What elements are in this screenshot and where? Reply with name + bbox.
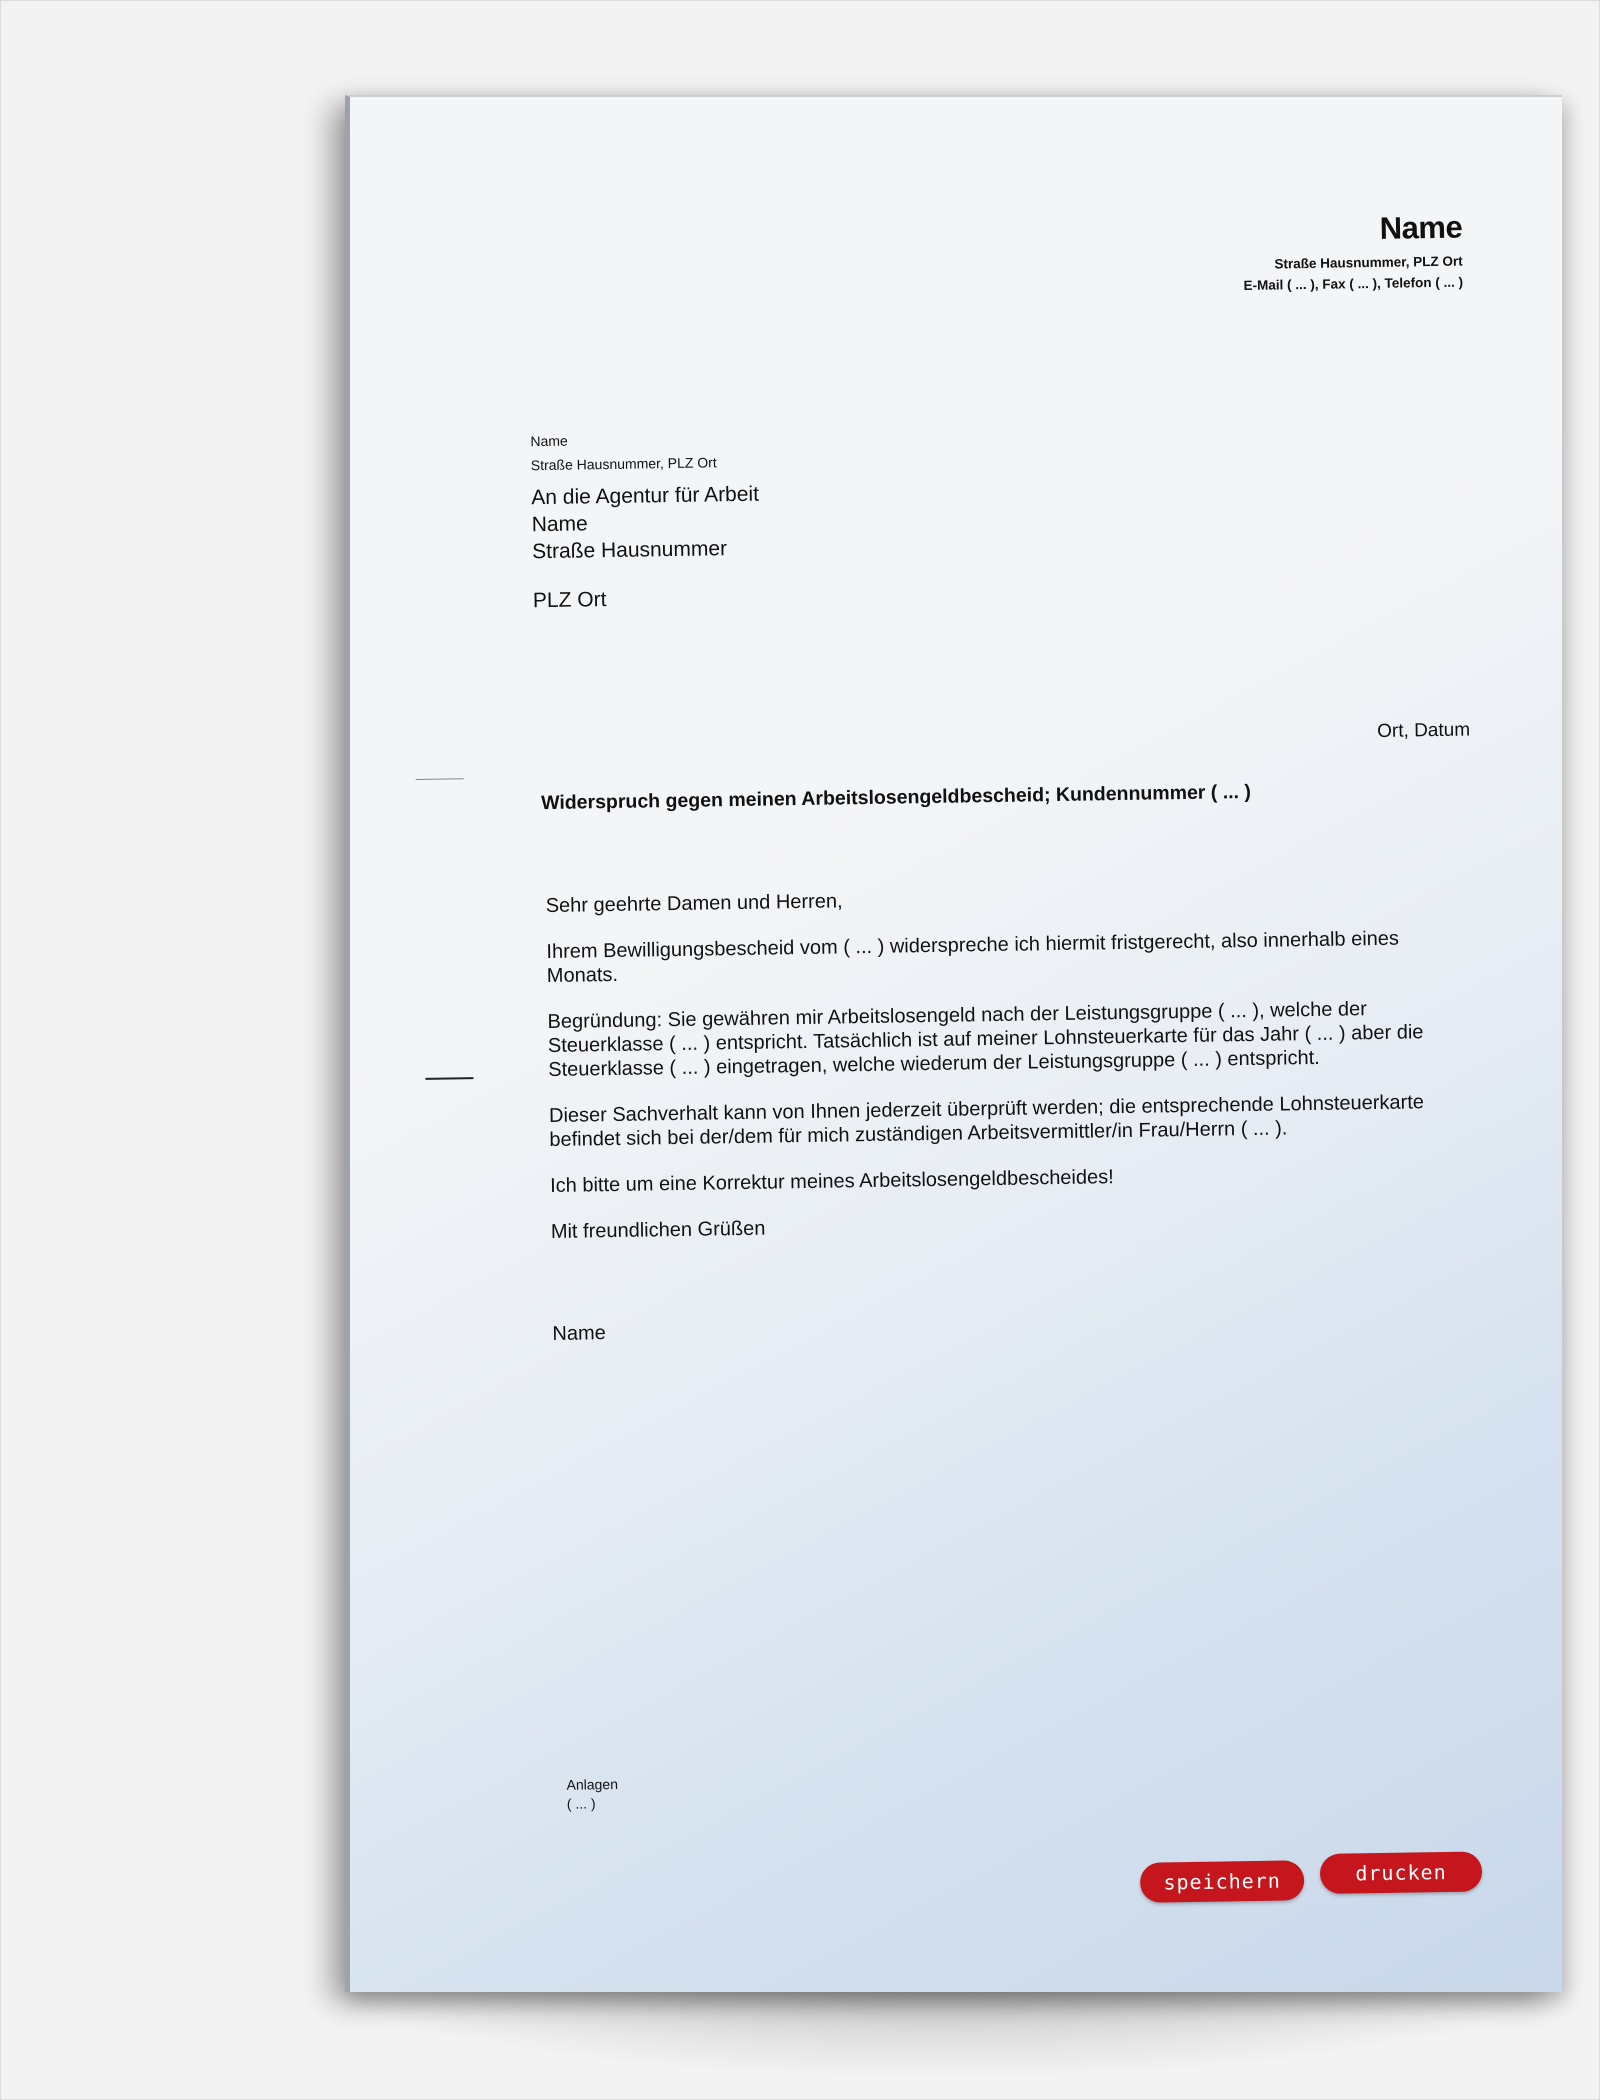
sender-name: Name: [1379, 209, 1463, 246]
letter-body: [546, 880, 1453, 1368]
recipient-address: [531, 481, 761, 615]
sender-address: Straße Hausnummer, PLZ Ort: [1274, 253, 1463, 272]
paragraph-1: Ihrem Bewilligungsbescheid vom ( ... ) widerspreche ich hiermit fristgerecht, also innerhalb eines Monats.: [546, 927, 1400, 988]
punch-mark: [425, 1077, 473, 1080]
recipient-line-1: An die Agentur für Arbeit: [531, 482, 760, 510]
signature-name: Name: [552, 1322, 606, 1345]
attachments: [566, 1775, 618, 1814]
attachments-value: ( ... ): [566, 1795, 596, 1812]
attachments-label: Anlagen: [566, 1776, 619, 1793]
place-date: Ort, Datum: [1377, 719, 1471, 742]
letter-content: [350, 78, 1592, 1992]
return-address-name: Name: [530, 432, 568, 450]
recipient-line-3: Straße Hausnummer: [531, 537, 728, 564]
recipient-line-2: Name: [531, 512, 588, 537]
paragraph-2: Begründung: Sie gewähren mir Arbeitslosengeld nach der Leistungsgruppe ( ... ), welche der Steuerklasse ( ... ) entspricht. Tatsächlich ist auf meiner Lohnsteuerkarte für das Jahr ( ... ) aber die Steuerklasse ( ... ) eingetragen, welche wiederum der Leistungsgruppe ( ... ) entspricht.: [547, 998, 1424, 1082]
fold-mark: [416, 778, 464, 780]
sender-block: [1242, 210, 1463, 293]
sender-contact: E-Mail ( ... ), Fax ( ... ), Telefon ( ... ): [1243, 274, 1464, 293]
paragraph-4: Ich bitte um eine Korrektur meines Arbeitslosengeldbescheides!: [549, 1166, 1114, 1197]
print-button[interactable]: drucken: [1320, 1851, 1483, 1894]
recipient-line-4: PLZ Ort: [532, 588, 607, 613]
return-address-street: Straße Hausnummer, PLZ Ort: [530, 454, 717, 474]
return-address: [530, 426, 717, 477]
paragraph-3: Dieser Sachverhalt kann von Ihnen jederzeit überprüft werden; die entsprechende Lohnsteuerkarte befindet sich bei der/dem für mich zuständigen Arbeitsvermittler/in Frau/Herrn ( ... ).: [548, 1091, 1425, 1151]
subject-line: Widerspruch gegen meinen Arbeitslosengeldbescheid; Kundennummer ( ... ): [540, 780, 1252, 815]
salutation: Sehr geehrte Damen und Herren,: [545, 890, 843, 918]
closing: Mit freundlichen Grüßen: [550, 1217, 766, 1243]
save-button[interactable]: speichern: [1140, 1860, 1305, 1903]
letter-sheet: [345, 95, 1562, 1992]
